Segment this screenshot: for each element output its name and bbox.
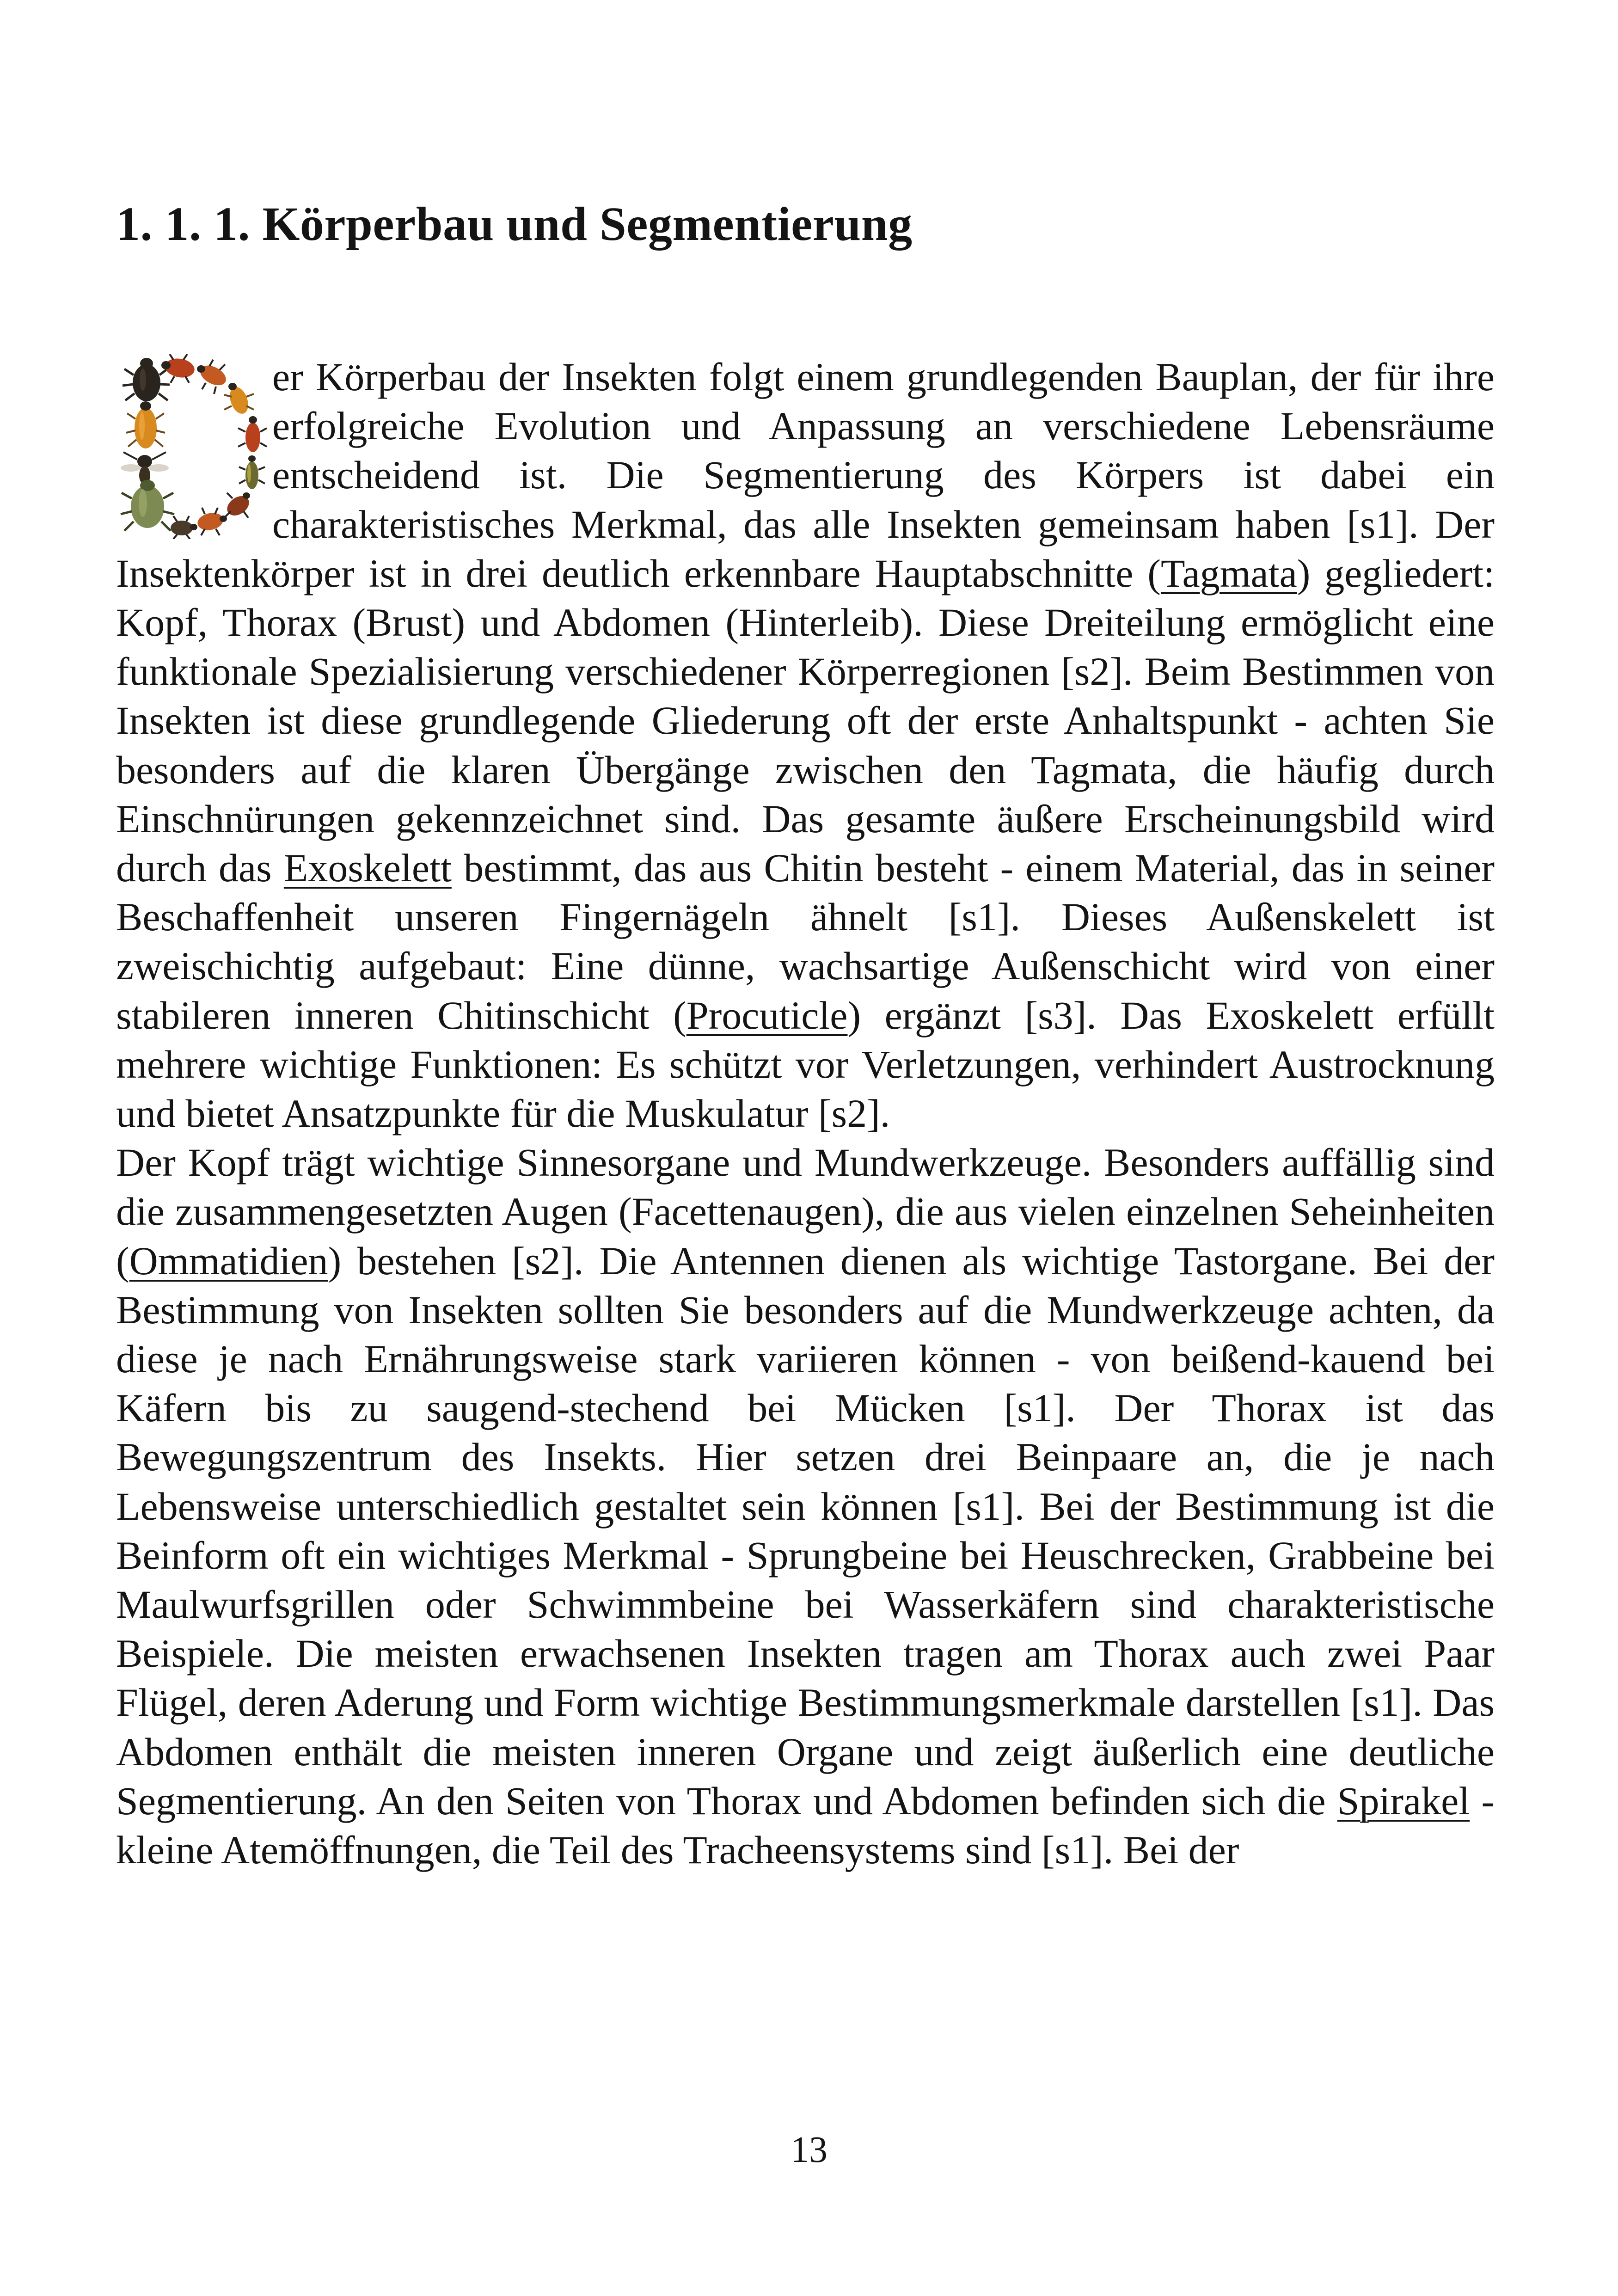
text-run: ) bestehen [s2]. Die Antennen dienen als wichtige Tastorgane. Bei der Bestimmung von Insekten sollten Sie besonders auf die Mundwerkzeuge achten, da diese je nach Ernährungsweise stark variieren können - von beißend-kauend bei Käfern bis zu saugend-stechend bei Mücken [s1]. Der Thorax ist das Bewegungszentrum des Insekts. Hier setzen drei Beinpaare an, die je nach Lebensweise unterschiedlich gestaltet sein können [s1]. Bei der Bestimmung ist die Beinform oft ein wichtiges Merkmal - Sprungbeine bei Heuschrecken, Grabbeine bei Maulwurfsgrillen oder Schwimmbeine bei Wasserkäfern sind charakteristische Beispiele. Die meisten erwachsenen Insekten tragen am Thorax auch zwei Paar Flügel, deren Aderung und Form wichtige Bestimmungsmerkmale darstellen [s1]. Das Abdomen enthält die meisten inneren Organe und zeigt äußerlich eine deutliche Segmentierung. An den Seiten von Thorax und Abdomen befinden sich die — [116, 1238, 1495, 1823]
glossary-term-procuticle[interactable]: Procuticle — [686, 993, 848, 1037]
glossary-term-tagmata[interactable]: Tagmata — [1160, 551, 1297, 595]
wasp-icon — [121, 452, 169, 485]
text-run: - kleine Atemöffnungen, die Teil des Tracheensystems sind [s1]. Bei der — [116, 1778, 1495, 1872]
text-run: bestimmt, das aus Chitin besteht - einem Material, das in seiner Beschaffenheit unseren Fingernägeln ähnelt [s1]. Dieses Außenskelett ist zweischichtig aufgebaut: Eine dünne, wachsartige Außenschicht wird von einer stabileren inneren Chitinschicht ( — [116, 846, 1495, 1037]
beetle-icon — [161, 354, 196, 383]
glossary-term-exoskelett[interactable]: Exoskelett — [283, 846, 452, 890]
page-number: 13 — [791, 2130, 827, 2170]
text-run: ) ergänzt [s3]. Das Exoskelett erfüllt mehrere wichtige Funktionen: Es schützt vor Verletzungen, verhindert Austrocknung und bietet Ansatzpunkte für die Muskulatur [s2]. — [116, 993, 1495, 1136]
beetle-icon — [196, 508, 227, 535]
beetle-icon — [224, 383, 254, 416]
dropcap-d-insect-ornament — [114, 354, 268, 539]
glossary-term-spirakel[interactable]: Spirakel — [1337, 1778, 1470, 1823]
beetle-icon — [171, 516, 197, 539]
text-run: ) gegliedert: Kopf, Thorax (Brust) und Abdomen (Hinterleib). Diese Dreiteilung ermöglicht eine funktionale Spezialisierung verschiedener Körperregionen [s2]. Beim Bestimmen von Insekten ist diese grundlegende Gliederung oft der erste Anhaltspunkt - achten Sie besonders auf die klaren Übergänge zwischen den Tagmata, die häufig durch Einschnürungen gekennzeichnet sind. Das gesamte äußere Erscheinungsbild wird durch das — [116, 551, 1495, 890]
text-run: er Körperbau der Insekten folgt einem grundlegenden Bauplan, der für ihre erfolgreiche Evolution und Anpassung an verschiedene Lebensräume entscheidend ist. Die Segmentierung des Körpers ist dabei ein charakteristisches Merkmal, das alle Insekten gemeinsam haben [s1]. Der Insektenkörper ist in drei deutlich erkennbare Hauptabschnitte ( — [116, 355, 1495, 595]
beetle-icon — [238, 416, 267, 452]
beetle-icon — [223, 492, 252, 519]
beetle-icon — [121, 480, 174, 531]
section-heading: 1. 1. 1. Körperbau und Segmentierung — [116, 197, 913, 251]
beetle-icon — [126, 401, 165, 448]
glossary-term-ommatidien[interactable]: Ommatidien — [129, 1238, 328, 1283]
paragraph — [116, 1138, 1495, 1874]
body-text — [116, 352, 1495, 1874]
beetle-icon — [197, 360, 229, 394]
text-run: Der Kopf trägt wichtige Sinnesorgane und Mundwerkzeuge. Besonders auffällig sind die zusammengesetzten Augen (Facettenaugen), die aus vielen einzelnen Seheinheiten ( — [116, 1140, 1495, 1283]
paragraph — [116, 352, 1495, 1138]
beetle-icon — [239, 455, 265, 489]
